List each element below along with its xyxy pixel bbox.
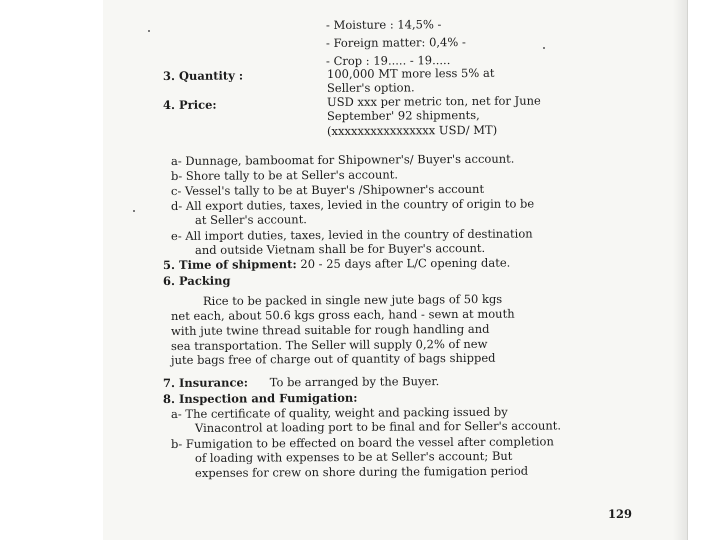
- shipment-line: [163, 257, 510, 272]
- inspection-b-continued: of loading with expenses to be at Seller's account; But: [194, 448, 513, 465]
- price-line-2: September' 92 shipments,: [326, 107, 480, 123]
- scan-speck: [543, 47, 545, 49]
- term-c: c- Vessel's tally to be at Buyer's /Shipowner's account: [170, 181, 485, 198]
- insurance-label: 7. Insurance:: [162, 375, 249, 390]
- quantity-line-2: Seller's option.: [326, 80, 415, 95]
- quantity-label: 3. Quantity :: [162, 68, 244, 83]
- term-e-continued: and outside Vietnam shall be for Buyer's account.: [194, 240, 486, 257]
- document-page: [103, 0, 688, 540]
- inspection-a: a- The certificate of quality, weight and packing issued by: [170, 404, 508, 421]
- packing-line-1: Rice to be packed in single new jute bags of 50 kgs: [202, 291, 503, 308]
- packing-line-3: with jute twine thread suitable for rough handling and: [170, 321, 490, 338]
- term-a: a- Dunnage, bamboomat for Shipowner's/ Buyer's account.: [170, 151, 515, 168]
- term-e: e- All import duties, taxes, levied in the country of destination: [170, 226, 533, 243]
- packing-label: 6. Packing: [162, 273, 231, 288]
- spec-moisture: - Moisture : 14,5% -: [325, 17, 442, 32]
- insurance-value: To be arranged by the Buyer.: [269, 374, 440, 390]
- term-d: d- All export duties, taxes, levied in the country of origin to be: [170, 196, 535, 213]
- term-b: b- Shore tally to be at Seller's account.: [170, 167, 399, 183]
- inspection-a-continued: Vinacontrol at loading port to be final and for Seller's account.: [194, 418, 562, 435]
- shipment-value: 20 - 25 days after L/C opening date.: [300, 255, 511, 272]
- inspection-b: b- Fumigation to be effected on board the vessel after completion: [170, 434, 554, 451]
- scan-speck: [133, 210, 135, 212]
- quantity-line-1: 100,000 MT more less 5% at: [326, 65, 495, 81]
- packing-line-4: sea transportation. The Seller will supply 0,2% of new: [170, 336, 488, 353]
- inspection-label: 8. Inspection and Fumigation:: [162, 390, 358, 406]
- price-line-1: USD xxx per metric ton, net for June: [326, 93, 541, 109]
- scan-speck: [148, 30, 150, 32]
- shipment-label: 5. Time of shipment:: [162, 257, 297, 272]
- spec-foreign-matter: - Foreign matter: 0,4% -: [325, 35, 466, 50]
- packing-line-2: net each, about 50.6 kgs gross each, hand - sewn at mouth: [170, 306, 515, 323]
- spec-crop: - Crop : 19..... - 19.....: [325, 53, 451, 68]
- term-d-continued: at Seller's account.: [194, 212, 307, 227]
- inspection-b-continued-2: expenses for crew on shore during the fumigation period: [194, 463, 529, 480]
- page-number: 129: [607, 506, 633, 521]
- price-label: 4. Price:: [162, 97, 217, 112]
- insurance-line: [163, 375, 439, 390]
- packing-line-5: jute bags free of charge out of quantity of bags shipped: [170, 350, 496, 367]
- price-line-3: (xxxxxxxxxxxxxxxx USD/ MT): [326, 122, 498, 138]
